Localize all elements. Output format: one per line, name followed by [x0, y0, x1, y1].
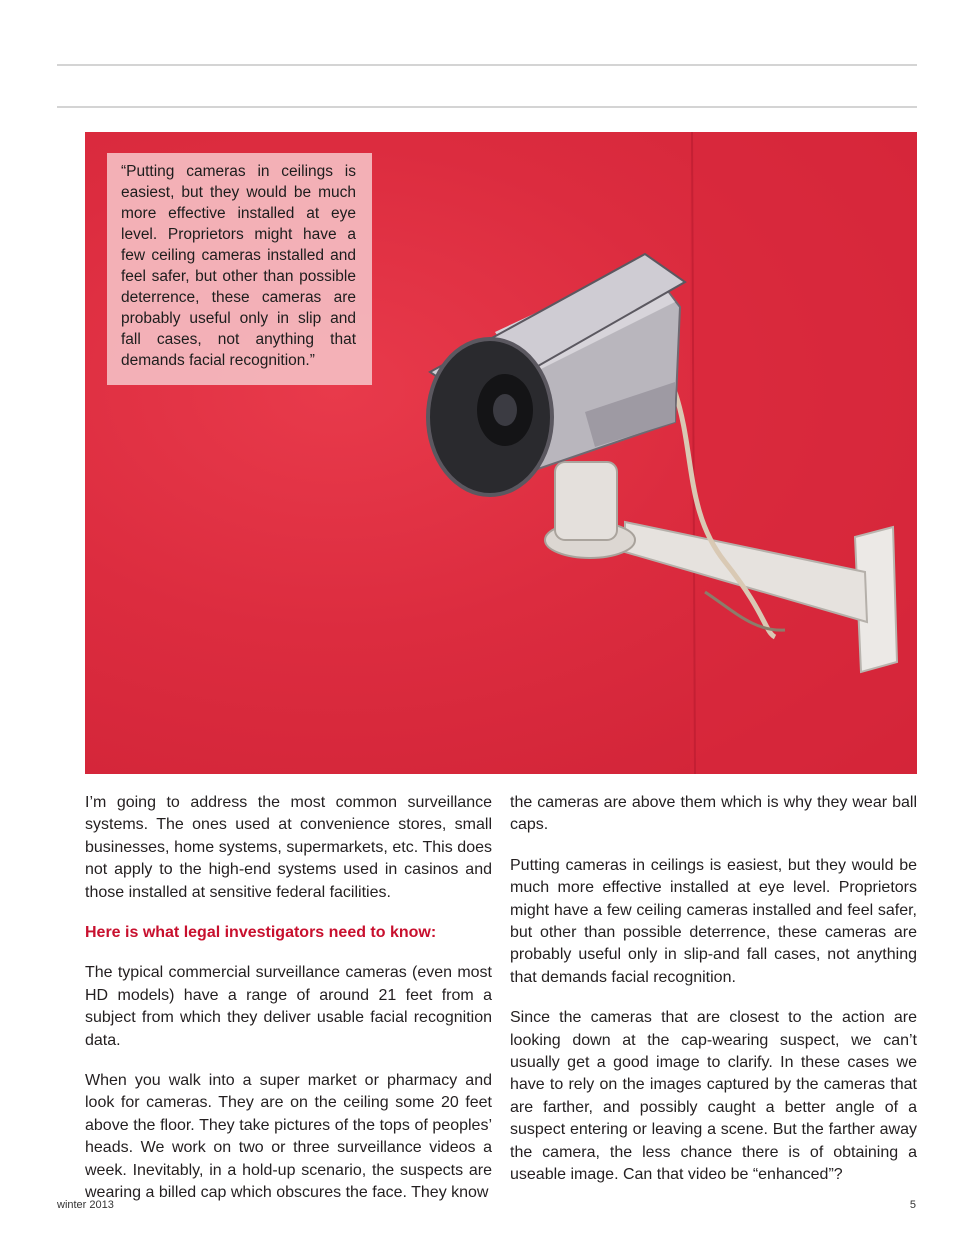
section-subhead: Here is what legal investigators need to know: — [85, 924, 437, 942]
left-column — [85, 792, 492, 1223]
pull-quote: “Putting cameras in ceilings is easiest, but they would be much more effective installed at eye level. Proprietors might have a few ceiling cameras installed and feel safer, but other than possible deterrence, these cameras are probably useful only in slip and fall cases, not anything that demands facial recognition.” — [107, 153, 372, 385]
body-paragraph: I’m going to address the most common surveillance systems. The ones used at convenience stores, small businesses, home systems, supermarkets, etc. This does not apply to the high-end systems used in casinos and those installed at sensitive federal facilities. — [85, 794, 492, 901]
page-number: 5 — [909, 1199, 916, 1211]
body-paragraph: the cameras are above them which is why they wear ball caps. — [510, 794, 917, 834]
body-paragraph: Putting cameras in ceilings is easiest, but they would be much more effective installed at eye level. Proprietors might have a few ceiling cameras installed and feel safer, but other than possible deterrence, these cameras are probably useful only in slip-and fall cases, not anything that demands facial recognition. — [510, 856, 917, 986]
body-paragraph: When you walk into a super market or pharmacy and look for cameras. They are on the ceiling some 20 feet above the floor. They take pictures of the tops of peoples’ heads. We work on two or three surveillance videos a week. Inevitably, in a hold-up scenario, the suspects are wearing a billed cap which obscures the face. They know — [85, 1072, 492, 1202]
header-rule-bottom — [57, 106, 917, 108]
header-rule-top — [57, 64, 917, 66]
footer-issue: winter 2013 — [57, 1199, 114, 1211]
body-paragraph: Since the cameras that are closest to the action are looking down at the cap-wearing suspect, we can’t usually get a good image to clarify. In these cases we have to rely on the images captured by the cameras that are farther, and possibly caught a better angle of a suspect entering or leaving a scene. But the farther away the camera, the less chance there is of obtaining a useable image. Can that video be “enhanced”? — [510, 1009, 917, 1184]
body-paragraph: The typical commercial surveillance cameras (even most HD models) have a range of around 21 feet from a subject from which they deliver usable facial recognition data. — [85, 964, 492, 1049]
right-column — [510, 792, 917, 1205]
